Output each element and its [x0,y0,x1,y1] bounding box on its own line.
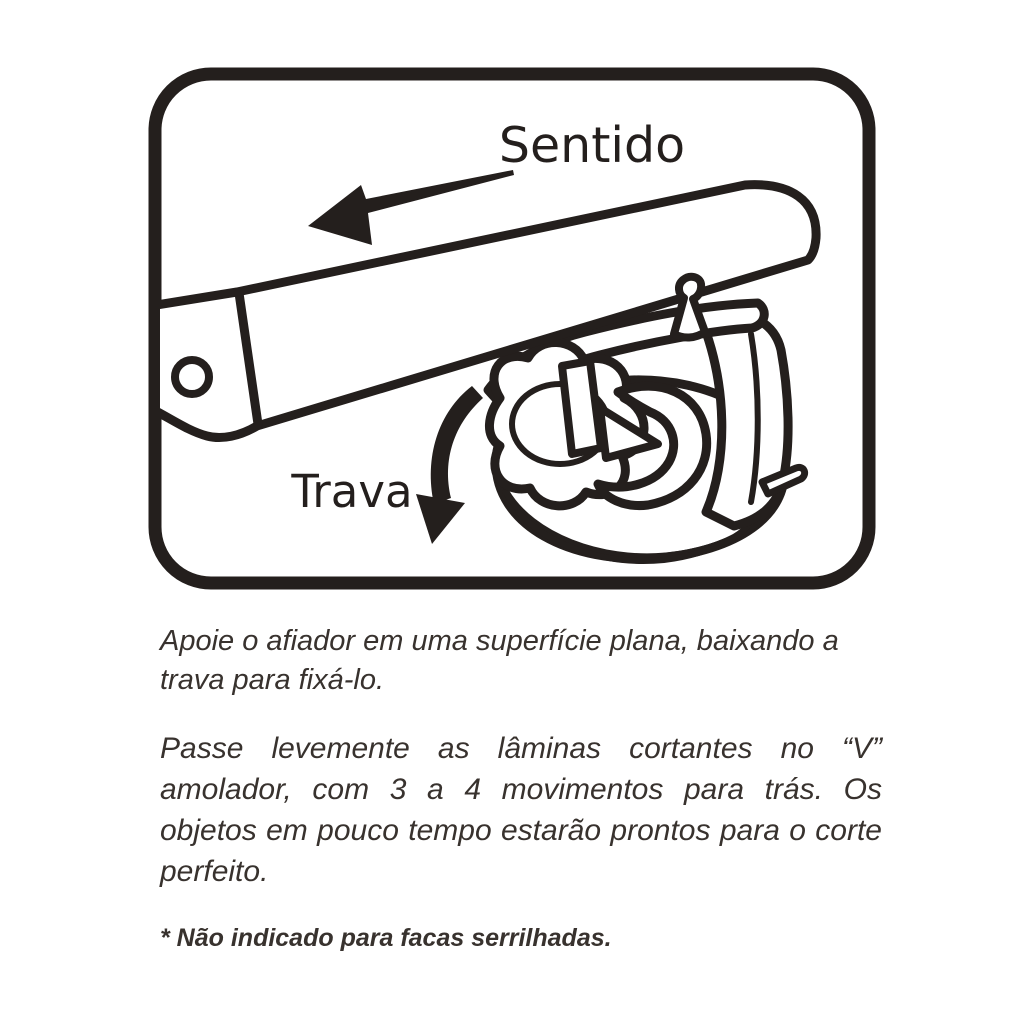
footnote: * Não indicado para facas serrilhadas. [160,924,612,952]
instruction-paragraph-1 [160,622,882,700]
instruction-line: perfeito. [160,855,269,888]
instruction-line: objetos em pouco tempo estarão prontos para o corte [160,814,882,847]
knife-rivet [175,360,209,394]
lock-rotation-arrowhead-icon [416,494,465,544]
direction-label: Sentido [498,117,686,174]
lock-label: Trava [291,465,413,518]
lock-rotation-arrow-icon [431,386,483,504]
instructions-block [160,622,882,954]
instruction-line: trava para fixá-lo. [160,664,385,696]
instruction-line: Apoie o afiador em uma superfície plana, baixando a [160,625,839,657]
center-post [562,361,601,454]
instruction-line: Passe levemente as lâminas cortantes no “V” [160,732,882,765]
instruction-paragraph-2 [160,728,882,892]
instruction-line: amolador, com 3 a 4 movimentos para trás. Os [160,773,882,806]
direction-arrow-icon [308,170,514,245]
